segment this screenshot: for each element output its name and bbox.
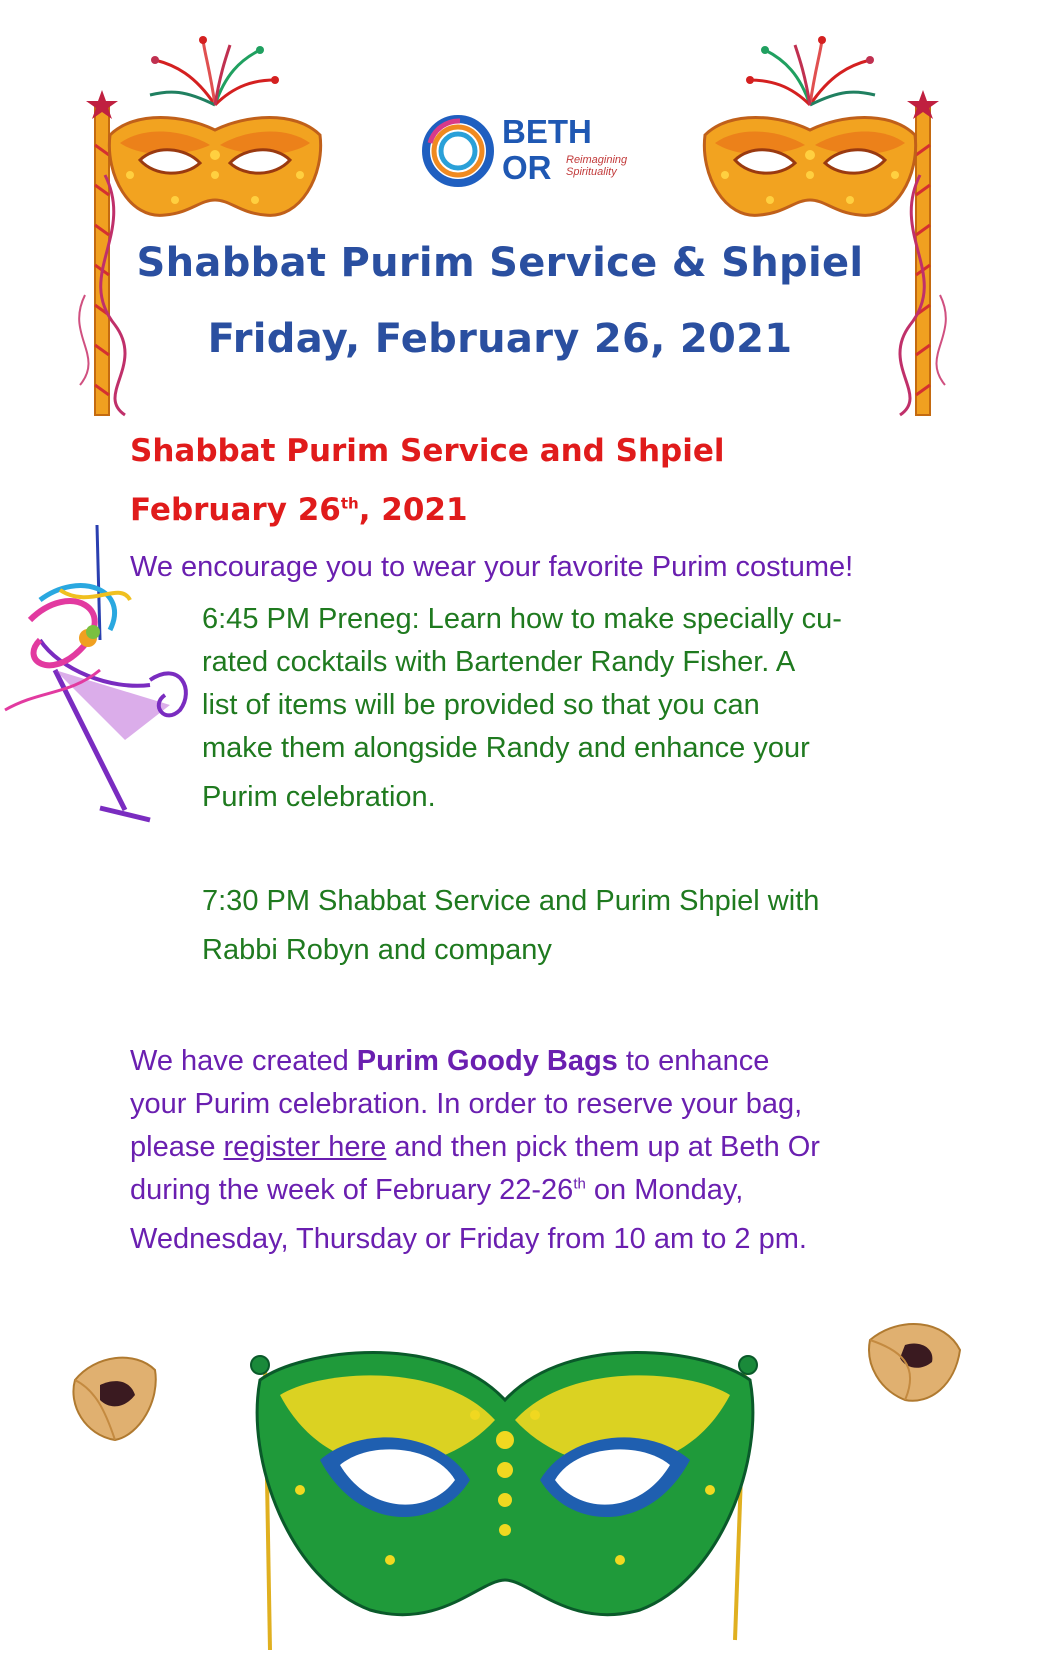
- goody-bags-highlight: Purim Goody Bags: [356, 1045, 618, 1077]
- goody-text: and then pick them up at Beth Or: [386, 1131, 820, 1163]
- logo-ring-icon: [420, 113, 496, 189]
- goody-bag-paragraph: [130, 1040, 950, 1261]
- goody-text: to enhance: [617, 1045, 770, 1077]
- gold-mask-left-illustration: [75, 35, 335, 425]
- preneg-line: Purim celebration.: [202, 781, 436, 813]
- register-here-link[interactable]: register here: [223, 1131, 387, 1163]
- goody-line-5: Wednesday, Thursday or Friday from 10 am to 2 pm.: [130, 1223, 807, 1255]
- beth-or-logo: [420, 113, 650, 193]
- logo-tagline-1: Reimagining: [566, 154, 628, 166]
- goody-line-4: [130, 1169, 950, 1212]
- cocktail-glass-illustration: [0, 520, 200, 830]
- schedule-preneg: [202, 598, 942, 819]
- goody-line-2: your Purim celebration. In order to reserve your bag,: [130, 1088, 803, 1120]
- green-mask-illustration: [240, 1340, 770, 1650]
- goody-line-1: [130, 1040, 950, 1083]
- logo-tagline-2: Spirituality: [566, 166, 617, 178]
- event-date-year: , 2021: [358, 492, 468, 528]
- preneg-line: 6:45 PM Preneg: Learn how to make specially cu-: [202, 603, 842, 635]
- goody-text: please: [130, 1131, 224, 1163]
- service-line: 7:30 PM Shabbat Service and Purim Shpiel with: [202, 885, 820, 917]
- hamantaschen-left-illustration: [60, 1340, 170, 1450]
- hamantaschen-right-illustration: [860, 1310, 970, 1410]
- goody-sup: th: [573, 1175, 586, 1193]
- costume-note: We encourage you to wear your favorite Purim costume!: [130, 551, 854, 583]
- preneg-line: make them alongside Randy and enhance your: [202, 732, 810, 764]
- goody-text: on Monday,: [585, 1174, 744, 1206]
- event-date-main: February 26: [130, 492, 341, 528]
- goody-text: We have created: [130, 1045, 357, 1077]
- preneg-line: list of items will be provided so that you can: [202, 689, 760, 721]
- page-title: Shabbat Purim Service & Shpiel: [136, 240, 864, 286]
- gold-mask-right-illustration: [690, 35, 950, 425]
- goody-text: during the week of February 22-26: [130, 1174, 574, 1206]
- preneg-line: rated cocktails with Bartender Randy Fisher. A: [202, 646, 796, 678]
- goody-line-3: [130, 1126, 950, 1169]
- page-date: Friday, February 26, 2021: [207, 316, 793, 362]
- event-heading: Shabbat Purim Service and Shpiel: [130, 433, 725, 469]
- event-date-sup: th: [340, 494, 359, 513]
- logo-line-2: OR: [502, 149, 552, 186]
- schedule-service: [202, 880, 942, 972]
- service-line: Rabbi Robyn and company: [202, 934, 552, 966]
- logo-line-1: BETH: [502, 113, 592, 150]
